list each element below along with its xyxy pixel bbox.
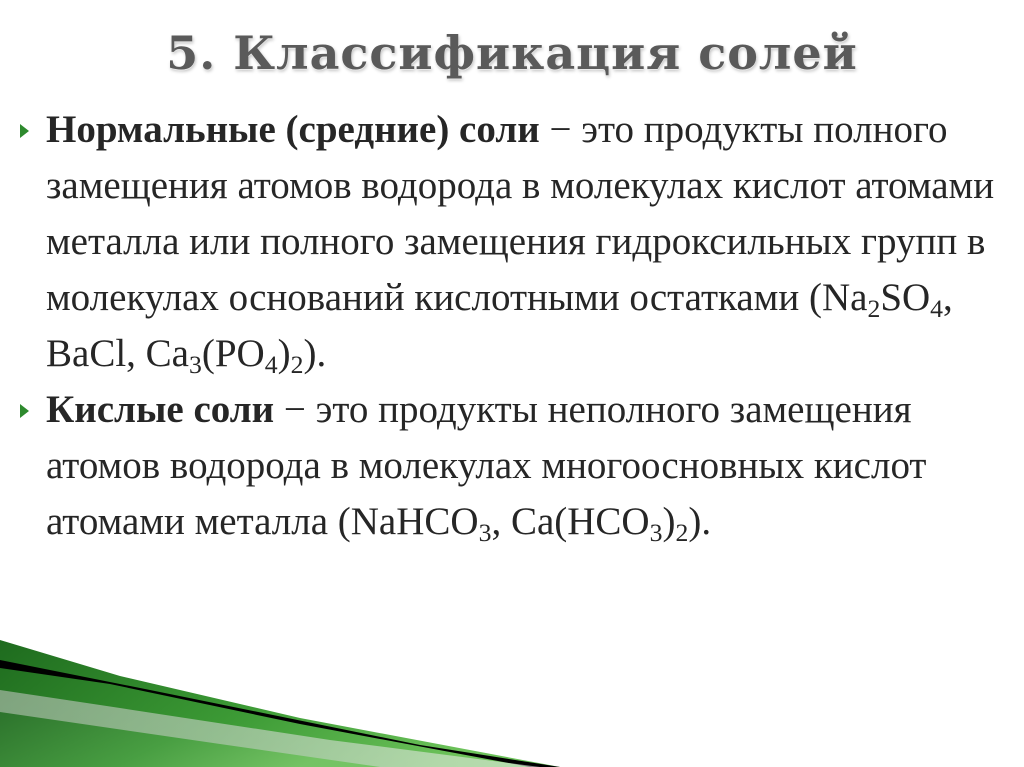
decor-green-lower [0,712,380,767]
decor-grey-band [0,690,540,767]
subscript: 2 [290,350,304,380]
subscript: 2 [867,294,881,324]
subscript: 2 [675,518,689,548]
bullet-text: , BaCl, Ca [46,276,953,375]
subscript: 3 [189,350,202,380]
bullet-text: , Ca(HCO [491,500,650,543]
bullet-text: ) [277,332,291,375]
slide-content [46,102,996,550]
bullet-text: (PO [201,332,265,375]
bullet-text: − это продукты неполного замещения атомов водорода в молекулах многоосновных кислот атомами металла (NaHCO [46,388,927,543]
bullet-text: − это продукты полного замещения атомов водорода в молекулах кислот атомами металла или полного замещения гидроксильных групп в молекулах оснований кислотными остатками (Na [46,108,995,319]
bullet-text: ). [688,500,712,543]
bullet-normal-salts [46,102,996,382]
triangle-right-icon [20,124,29,138]
bullet-acid-salts [46,382,996,550]
slide-title: 5. Классификация солей [166,26,858,80]
subscript: 4 [264,350,278,380]
subscript: 4 [930,294,944,324]
term-normal-salts: Нормальные (средние) соли [46,108,540,151]
decor-green-band [0,640,560,767]
subscript: 3 [478,518,492,548]
term-acid-salts: Кислые соли [46,388,275,431]
bullet-text: SO [880,276,931,319]
subscript: 3 [649,518,663,548]
bullet-text: ). [303,332,327,375]
triangle-right-icon [20,404,29,418]
decor-black-stripe [0,660,560,767]
bullet-text: ) [662,500,676,543]
